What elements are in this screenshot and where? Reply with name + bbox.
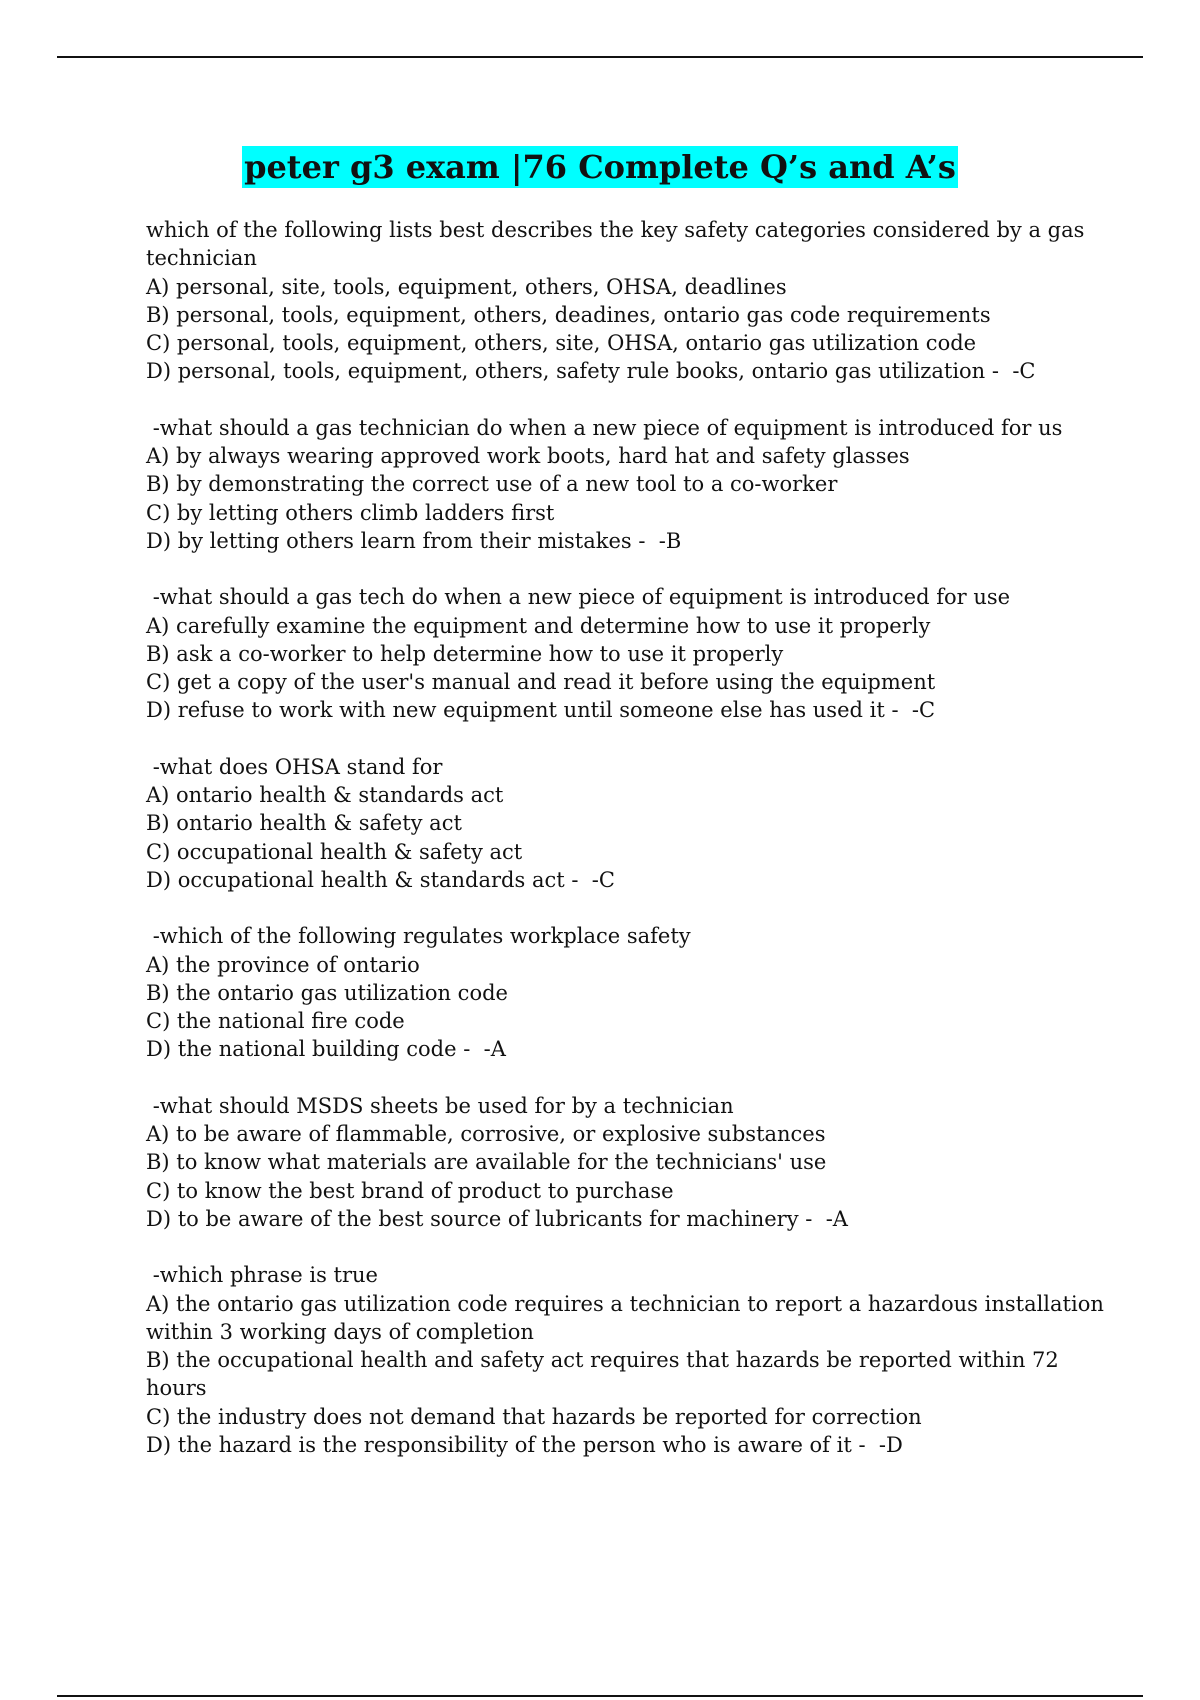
question-line: D) to be aware of the best source of lubricants for machinery - -A [146, 1206, 848, 1231]
question-line: A) personal, site, tools, equipment, others, OHSA, deadlines [146, 274, 787, 299]
question-text: -what should a gas technician do when a new piece of equipment is introduced for us [146, 415, 1063, 440]
question-line: B) by demonstrating the correct use of a new tool to a co-worker [146, 472, 838, 497]
question-line: B) the occupational health and safety act requires that hazards be reported within 72 hours [146, 1348, 1066, 1401]
question-line: A) the ontario gas utilization code requires a technician to report a hazardous installation [146, 1291, 1104, 1316]
question-line: C) the industry does not demand that hazards be reported for correction [146, 1404, 922, 1429]
question-line: D) refuse to work with new equipment until someone else has used it - -C [146, 698, 936, 723]
question-line: A) to be aware of flammable, corrosive, or explosive substances [146, 1122, 826, 1147]
question-line: C) personal, tools, equipment, others, site, OHSA, ontario gas utilization code [146, 331, 977, 356]
question-line: B) personal, tools, equipment, others, deadines, ontario gas code requirements [146, 302, 991, 327]
question-text: -which of the following regulates workplace safety [146, 924, 691, 949]
question-line: B) to know what materials are available for the technicians' use [146, 1150, 827, 1175]
question-line: technician [146, 246, 257, 271]
question-line: A) the province of ontario [146, 952, 420, 977]
question-line: B) ask a co-worker to help determine how to use it properly [146, 641, 784, 666]
question-line: D) personal, tools, equipment, others, safety rule books, ontario gas utilization - -C [146, 359, 1036, 384]
question-line: A) ontario health & standards act [146, 783, 504, 808]
question-line: A) by always wearing approved work boots, hard hat and safety glasses [146, 444, 910, 469]
question-list [146, 216, 1106, 1487]
question-line: C) by letting others climb ladders first [146, 500, 555, 525]
question-block [146, 922, 1106, 1063]
question-line: D) by letting others learn from their mistakes - -B [146, 528, 682, 553]
question-block [146, 216, 1106, 386]
question-line: B) ontario health & safety act [146, 811, 462, 836]
question-block [146, 753, 1106, 894]
question-block [146, 414, 1106, 555]
question-text: -what does OHSA stand for [146, 754, 443, 779]
question-text: -what should a gas tech do when a new piece of equipment is introduced for use [146, 585, 1011, 610]
question-line: D) the national building code - -A [146, 1037, 506, 1062]
title-container [0, 146, 1200, 188]
question-line: C) the national fire code [146, 1009, 405, 1034]
question-line: C) occupational health & safety act [146, 839, 523, 864]
question-line: within 3 working days of completion [146, 1319, 534, 1344]
question-block [146, 583, 1106, 724]
question-block [146, 1261, 1106, 1459]
question-line: D) the hazard is the responsibility of the person who is aware of it - -D [146, 1432, 903, 1457]
question-line: D) occupational health & standards act - -C [146, 867, 615, 892]
question-line: C) to know the best brand of product to purchase [146, 1178, 674, 1203]
question-text: -which phrase is true [146, 1263, 378, 1288]
question-line: B) the ontario gas utilization code [146, 980, 508, 1005]
question-block [146, 1092, 1106, 1233]
question-line: C) get a copy of the user's manual and read it before using the equipment [146, 670, 936, 695]
document-title: peter g3 exam |76 Complete Q’s and A’s [244, 148, 956, 186]
footer-rule [57, 1695, 1143, 1697]
question-text: which of the following lists best describes the key safety categories considered by a gas [146, 218, 1085, 242]
header-rule [57, 56, 1143, 58]
question-text: -what should MSDS sheets be used for by a technician [146, 1093, 734, 1118]
question-line: A) carefully examine the equipment and determine how to use it properly [146, 613, 931, 638]
